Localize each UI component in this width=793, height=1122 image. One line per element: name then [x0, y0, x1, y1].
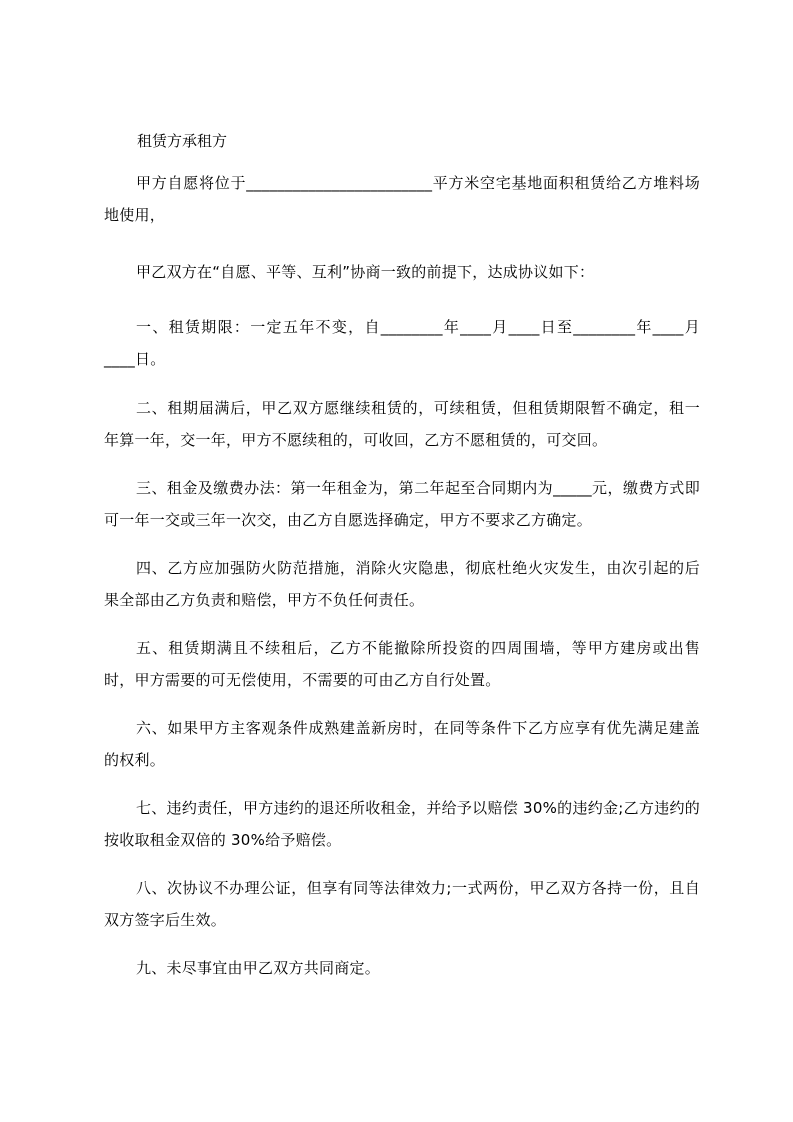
clause-5-expiry: 五、租赁期满且不续租后，乙方不能撤除所投资的四周围墙，等甲方建房或出售时，甲方需要的可无偿使用，不需要的可由乙方自行处置。 — [104, 639, 700, 689]
clause-1-term: 一、租赁期限：一定五年不变，自________年____月____日至________年____月____日。 — [104, 318, 700, 368]
clause-3-rent: 三、租金及缴费办法：第一年租金为，第二年起至合同期内为_____元，缴费方式即可一年一交或三年一次交，由乙方自愿选择确定，甲方不要求乙方确定。 — [104, 479, 700, 529]
clause-8-effectiveness: 八、次协议不办理公证，但享有同等法律效力;一式两份，甲乙双方各持一份，且自双方签字后生效。 — [104, 879, 700, 929]
clause-6-priority: 六、如果甲方主客观条件成熟建盖新房时，在同等条件下乙方应享有优先满足建盖的权利。 — [104, 719, 700, 769]
clause-4-fire-safety: 四、乙方应加强防火防范措施，消除火灾隐患，彻底杜绝火灾发生，由次引起的后果全部由乙方负责和赔偿，甲方不负任何责任。 — [104, 559, 700, 609]
paragraph-preamble: 甲乙双方在“自愿、平等、互利”协商一致的前提下，达成协议如下： — [136, 263, 595, 281]
clause-9-misc: 九、未尽事宜由甲乙双方共同商定。 — [136, 959, 381, 977]
document-title: 租赁方承租方 — [137, 132, 228, 150]
clause-2-renewal: 二、租期届满后，甲乙双方愿继续租赁的，可续租赁，但租赁期限暂不确定，租一年算一年，交一年，甲方不愿续租的，可收回，乙方不愿租赁的，可交回。 — [104, 399, 700, 449]
paragraph-intro: 甲方自愿将位于________________________平方米空宅基地面积租赁给乙方堆料场地使用， — [104, 174, 700, 224]
clause-7-liability: 七、违约责任，甲方违约的退还所收租金，并给予以赔偿 30%的违约金;乙方违约的按收取租金双倍的 30%给予赔偿。 — [104, 799, 700, 849]
